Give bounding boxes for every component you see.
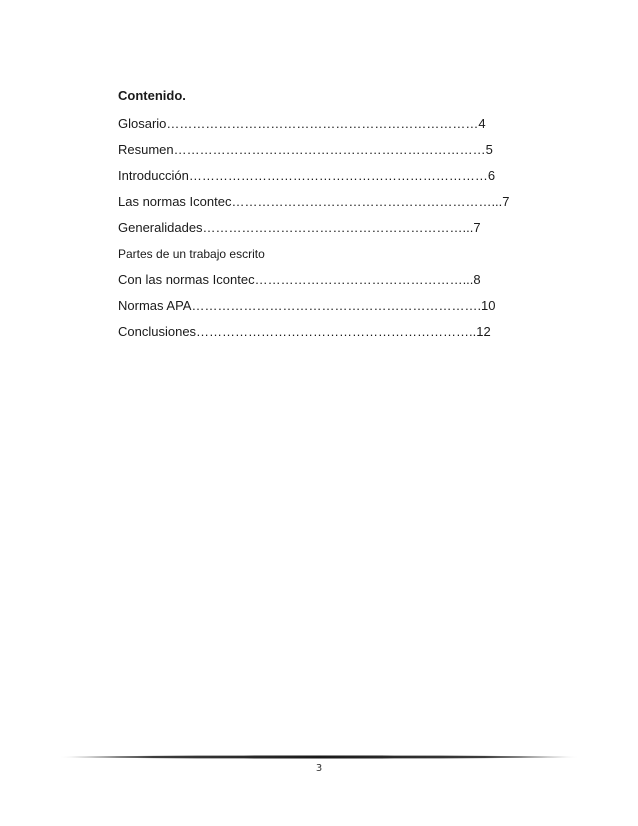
footer-divider [60, 756, 578, 759]
toc-entry-resumen: Resumen………………………………………………………………5 [118, 142, 493, 157]
toc-title: Contenido. [118, 88, 186, 103]
toc-entry-glosario: Glosario………………………………………………………………4 [118, 116, 486, 131]
page-number: 3 [315, 763, 323, 774]
toc-entry-introduccion: Introducción……………………………………………………………6 [118, 168, 496, 183]
table-of-contents [118, 88, 510, 350]
toc-entry-con-normas-icontec: Con las normas Icontec…………………………………………...8 [118, 272, 481, 287]
toc-entry-generalidades: Generalidades……………………………………………………...7 [118, 220, 481, 235]
toc-entry-normas-icontec: Las normas Icontec……………………………………………………...7 [118, 194, 510, 209]
toc-entry-normas-apa: Normas APA………………………………………………………….10 [118, 298, 496, 313]
toc-entry-partes-trabajo: Partes de un trabajo escrito [118, 247, 265, 261]
toc-entry-conclusiones: Conclusiones………………………………………………………..12 [118, 324, 491, 339]
